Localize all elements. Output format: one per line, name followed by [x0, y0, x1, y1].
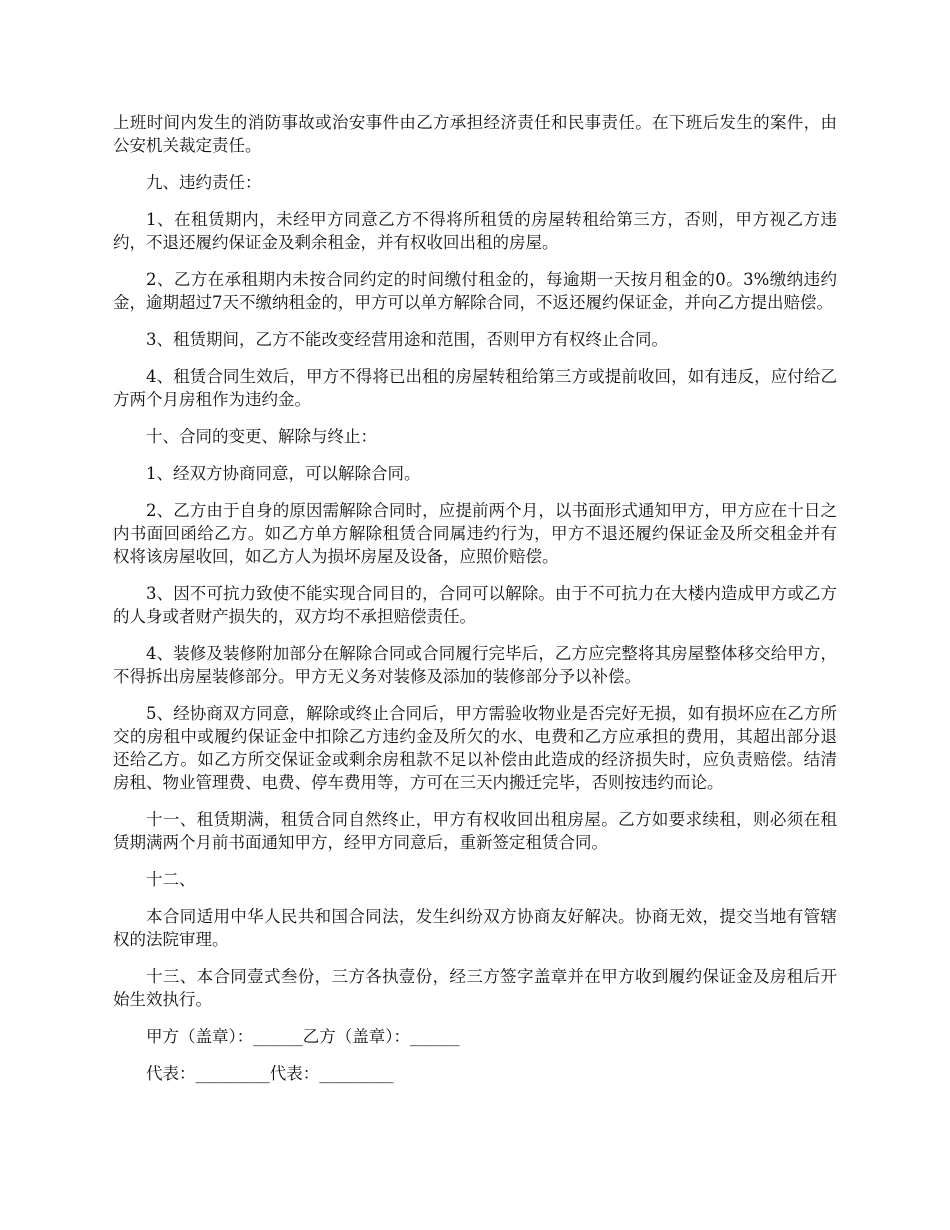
party-seal-line: 甲方（盖章）：______乙方（盖章）：______	[146, 1027, 460, 1046]
paragraph-termination-4: 4、装修及装修附加部分在解除合同或合同履行完毕后，乙方应完整将其房屋整体移交给甲方，不得拆出房屋装修部分。甲方无义务对装修及添加的装修部分予以补偿。	[113, 644, 837, 686]
paragraph-intro: 上班时间内发生的消防事故或治安事件由乙方承担经济责任和民事责任。在下班后发生的案件，由公安机关裁定责任。	[113, 113, 837, 155]
paragraph-breach-3: 3、租赁期间，乙方不能改变经营用途和范围，否则甲方有权终止合同。	[146, 330, 668, 349]
heading-clause-12: 十二、	[146, 870, 196, 889]
paragraph-breach-1: 1、在租赁期内，未经甲方同意乙方不得将所租赁的房屋转租给第三方，否则，甲方视乙方违约，不退还履约保证金及剩余租金，并有权收回出租的房屋。	[113, 210, 837, 252]
paragraph-termination-5: 5、经协商双方同意，解除或终止合同后，甲方需验收物业是否完好无损，如有损坏应在乙方所交的房租中或履约保证金中扣除乙方违约金及所欠的水、电费和乙方应承担的费用，其超出部分退还给乙方。如乙方所交保证金或剩余房租款不足以补偿由此造成的经济损失时，应负责赔偿。结清房租、物业管理费、电费、停车费用等，方可在三天内搬迁完毕，否则按违约而论。	[113, 704, 837, 792]
paragraph-termination-2: 2、乙方由于自身的原因需解除合同时，应提前两个月，以书面形式通知甲方，甲方应在十日之内书面回函给乙方。如乙方单方解除租赁合同属违约行为，甲方不退还履约保证金及所交租金并有权将该房屋收回，如乙方人为损坏房屋及设备，应照价赔偿。	[113, 501, 837, 566]
heading-breach-liability: 九、违约责任：	[146, 173, 262, 192]
paragraph-breach-4: 4、租赁合同生效后，甲方不得将已出租的房屋转租给第三方或提前收回，如有违反，应付给乙方两个月房租作为违约金。	[113, 367, 837, 409]
paragraph-breach-2: 2、乙方在承租期内未按合同约定的时间缴付租金的，每逾期一天按月租金的0。3%缴纳违约金，逾期超过7天不缴纳租金的，甲方可以单方解除合同，不返还履约保证金，并向乙方提出赔偿。	[113, 270, 837, 312]
paragraph-termination-3: 3、因不可抗力致使不能实现合同目的，合同可以解除。由于不可抗力在大楼内造成甲方或乙方的人身或者财产损失的，双方均不承担赔偿责任。	[113, 584, 837, 626]
paragraph-clause-13: 十三、本合同壹式叁份，三方各执壹份，经三方签字盖章并在甲方收到履约保证金及房租后开始生效执行。	[113, 967, 837, 1009]
heading-change-termination: 十、合同的变更、解除与终止：	[146, 427, 377, 446]
paragraph-clause-11: 十一、租赁期满，租赁合同自然终止，甲方有权收回出租房屋。乙方如要求续租，则必须在租赁期满两个月前书面通知甲方，经甲方同意后，重新签定租赁合同。	[113, 810, 837, 852]
contract-body	[113, 111, 837, 1011]
paragraph-applicable-law: 本合同适用中华人民共和国合同法，发生纠纷双方协商友好解决。协商无效，提交当地有管辖权的法院审理。	[113, 907, 837, 949]
signature-block	[113, 1025, 837, 1085]
representative-line: 代表：_________代表：_________	[146, 1064, 394, 1083]
paragraph-termination-1: 1、经双方协商同意，可以解除合同。	[146, 464, 421, 483]
